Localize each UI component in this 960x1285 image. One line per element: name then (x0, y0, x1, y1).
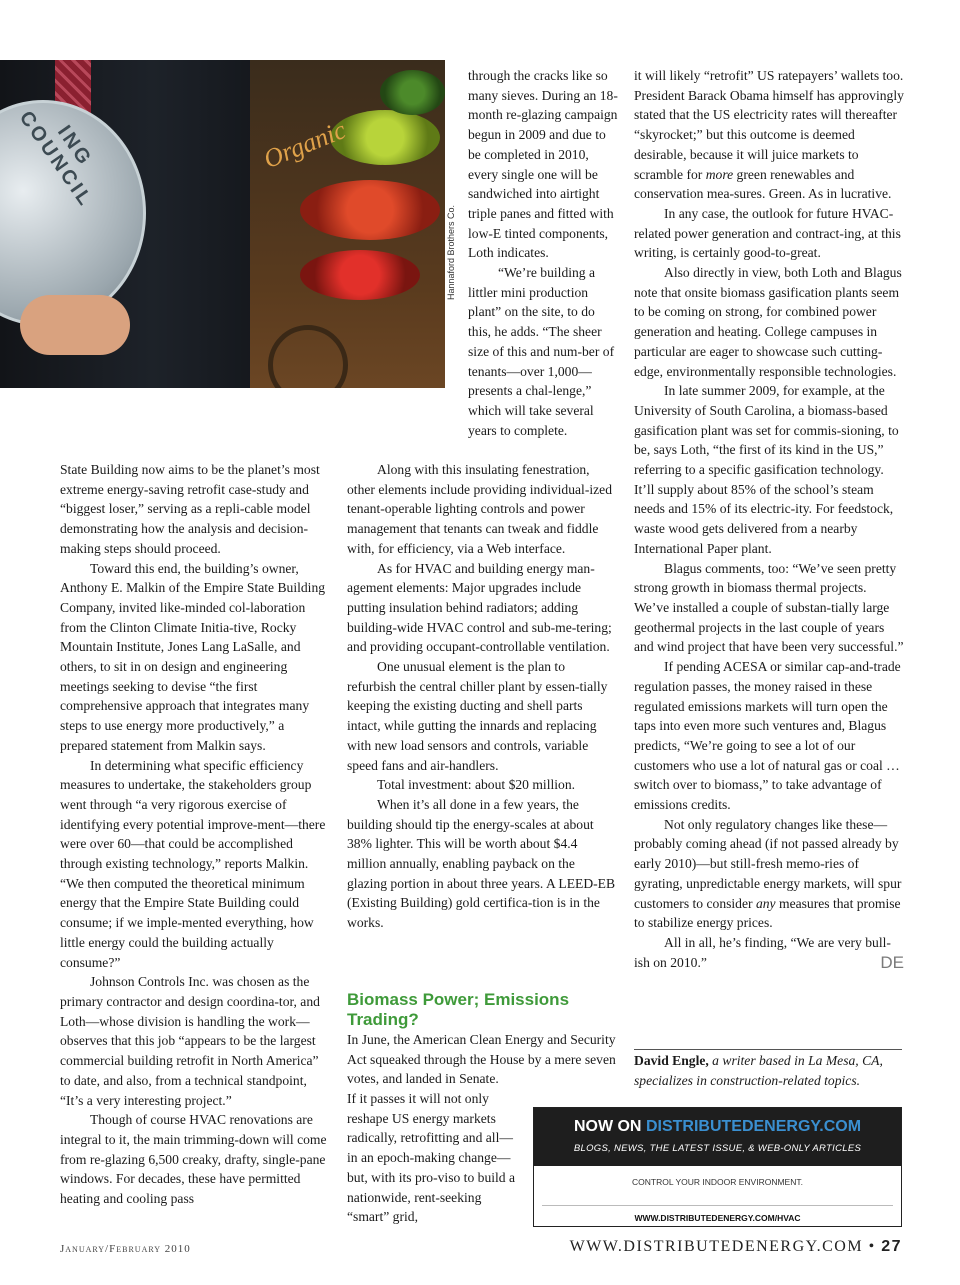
folio (570, 1238, 902, 1256)
paragraph: Total investment: about $20 million. (377, 777, 576, 793)
text-run: measures that promise to stabilize energy prices. (634, 895, 901, 931)
paragraph (634, 933, 904, 972)
paragraph: Blagus comments, too: “We’ve seen pretty strong growth in biomass thermal projects. We’ve installed a couple of substan-tially large geothermal projects in the last couple of years and wind project that have been very successful.” (634, 560, 904, 655)
text-run: it will likely “retrofit” US ratepayers’ wallets too. President Barack Obama himself has approvingly stated that the US electricity rates will thereafter “skyrocket;” but this outcome is deemed desirable, because it will juice markets to scramble for (634, 68, 904, 182)
text-run: All in all, he’s finding, “We are very bull-ish on 2010.” (634, 934, 891, 970)
text-run: green renewables and conservation mea-sures. Green. As in lucrative. (634, 166, 892, 202)
author-name: David Engle, (634, 1053, 709, 1068)
text-run: Not only regulatory changes like these—probably coming ahead (if not passed already by early 2010)—but still-fresh memo-ries of gyrating, unpredictable energy markets, will spur customers to consider (634, 816, 902, 911)
paragraph: In any case, the outlook for future HVAC-related power generation and contract-ing, at this writing, is certainly good-to-great. (634, 205, 901, 261)
paragraph: When it’s all done in a few years, the building should tip the energy-scales at about 38% lighter. This will be worth about $4.4 million annually, enabling payback on the glazing portion in about three years. A LEED-EB (Existing Building) gold certifica-tion is in the works. (347, 796, 616, 931)
paragraph: Johnson Controls Inc. was chosen as the primary contractor and design coordina-tor, and Loth—whose division is handling the work—observes that this job “appears to be the largest commercial building retrofit in North America” to date, and also, from a technical standpoint, “It’s a very interesting project.” (60, 974, 320, 1108)
paragraph: As for HVAC and building energy man-agement elements: Major upgrades include putting insulation behind radiators; adding building-wide HVAC control and sub-me-tering; and providing occupant-controllable ventilation. (347, 560, 612, 655)
web-promo-box[interactable] (533, 1107, 902, 1227)
site-url[interactable]: WWW.DISTRIBUTEDENERGY.COM (569, 1238, 864, 1255)
paragraph: “We’re building a littler mini production plant” on the site, to do this, he adds. “The sheer size of this and num-ber of tenants—over 1,000—presents a chal-lenge,” which will take several years to complete. (468, 265, 615, 438)
paragraph: Also directly in view, both Loth and Blagus note that onsite biomass gasification plants seem to be coming on strong, for combined power generation and heating. College campuses in particular are eager to showcase such cutting-edge, environmentally responsible technologies. (634, 265, 902, 379)
author-description: a writer based in La Mesa, CA, specializes in construction-related topics. (634, 1053, 883, 1088)
paragraph: If pending ACESA or similar cap-and-trade regulation passes, the money raised in these regulated emissions markets will turn open the taps into even more such ventures and, Blagus predicts, “We’re going to see a lot of our customers who use a lot of natural gas or coal … switch over to biomass,” to take advantage of emissions credits. (634, 659, 901, 813)
produce-apples (300, 180, 440, 240)
paragraph (634, 66, 904, 204)
plaque-lettering: ING COUNCIL (14, 107, 98, 212)
paragraph: In late summer 2009, for example, at the University of South Carolina, a biomass-based gasification plant was set for commis-sioning, to be, says Loth, “the first of its kind in the US,” referring to a specific gasification technology. It’ll supply about 85% of the school’s steam needs and 15% of its electric-ity. For feedstock, waste wood gets delivered from a nearby International Paper plant. (634, 383, 899, 556)
issue-date: January/February 2010 (60, 1243, 191, 1255)
column-2-after-heading (347, 1030, 617, 1089)
paragraph: One unusual element is the plan to refurbish the central chiller plant by essen-tially keeping the existing ducting and shell parts intact, while gutting the innards and replacing with new load sensors and controls, variable speed fans and air-handlers. (347, 659, 608, 773)
column-2 (347, 460, 617, 933)
promo-subtitle: BLOGS, NEWS, THE LATEST ISSUE, & WEB-ONLY ARTICLES (573, 1143, 862, 1154)
author-bio (634, 1051, 909, 1090)
promo-url-link[interactable]: WWW.DISTRIBUTEDENERGY.COM/HVAC (634, 1213, 801, 1223)
promo-site-link[interactable]: DISTRIBUTEDENERGY.COM (645, 1118, 862, 1135)
organic-sign: Organic (259, 115, 350, 175)
bio-divider (634, 1049, 902, 1050)
paragraph: If it passes it will not only reshape US energy markets radically, retrofitting and all—in an epoch-making change—but, with its pro-viso to build a nationwide, rent-seeking “smart” grid, (347, 1091, 516, 1225)
column-1 (60, 460, 330, 1209)
section-heading: Biomass Power; Emissions Trading? (347, 990, 570, 1029)
paragraph: Toward this end, the building’s owner, Anthony E. Malkin of the Empire State Building Company, invited like-minded col-laboration from the Clinton Climate Initia-tive, Rocky Mountain Institute, Jones Lang LaSalle, and others, to sit in on design and engineering meetings seeking to devise “the first comprehensive approach that integrates many steps to use energy more productively,” a prepared statement from Malkin says. (60, 560, 326, 753)
paragraph: In June, the American Clean Energy and Security Act squeaked through the House by a mere seven votes, and landed in Senate. (347, 1032, 616, 1087)
paragraph: through the cracks like so many sieves. During an 18-month re-glazing campaign begun in 2009 and due to be completed in 2010, every single one will be sandwiched into airtight triple panes and fitted with low-E tinted components, Loth indicates. (468, 68, 618, 261)
page-number: 27 (881, 1238, 902, 1255)
photo-hand (20, 295, 130, 355)
folio-bullet: • (868, 1238, 876, 1255)
paragraph: Though of course HVAC renovations are integral to it, the main trimming-down will come from re-glazing 6,500 creaky, drafty, single-pane windows. For decades, these have permitted heating and cooling pass (60, 1112, 327, 1207)
paragraph: Along with this insulating fenestration, other elements include providing individual-ized tenant-operable lighting controls and power management that tenants can tweak and fiddle with, for efficiency, via a Web interface. (347, 462, 613, 556)
photo-credit: Hannaford Brothers Co. (446, 204, 456, 300)
emphasis: more (705, 166, 734, 182)
paragraph (634, 815, 904, 933)
promo-headline: CONTROL YOUR INDOOR ENVIRONMENT. (632, 1177, 803, 1187)
promo-divider (542, 1205, 893, 1206)
paragraph: State Building now aims to be the planet’s most extreme energy-saving retrofit case-study and “biggest loser,” serving as a repli-cable model demonstrating how the analysis and decision-making steps should proceed. (60, 462, 320, 556)
produce-tomatoes (300, 250, 420, 300)
promo-title (534, 1108, 901, 1136)
article-photo (0, 60, 445, 388)
column-3 (634, 66, 904, 972)
end-mark: DE (880, 952, 904, 972)
paragraph: In determining what specific efficiency measures to undertake, the stakeholders group went through “a very rigorous exercise of identifying every potential improve-ment—there were over 60—that could be accomplished through existing technology,” reports Malkin. “We then computed the theoretical minimum energy that the Empire State Building could consume; if we imple-mented everything, how little energy could the building actually consume?” (60, 757, 326, 970)
column-2-beside-promo (347, 1089, 517, 1227)
emphasis: any (755, 895, 776, 911)
promo-title-prefix: NOW ON (573, 1118, 646, 1135)
produce-greens (380, 70, 445, 115)
column-2-top (468, 66, 618, 440)
promo-header (534, 1108, 901, 1166)
